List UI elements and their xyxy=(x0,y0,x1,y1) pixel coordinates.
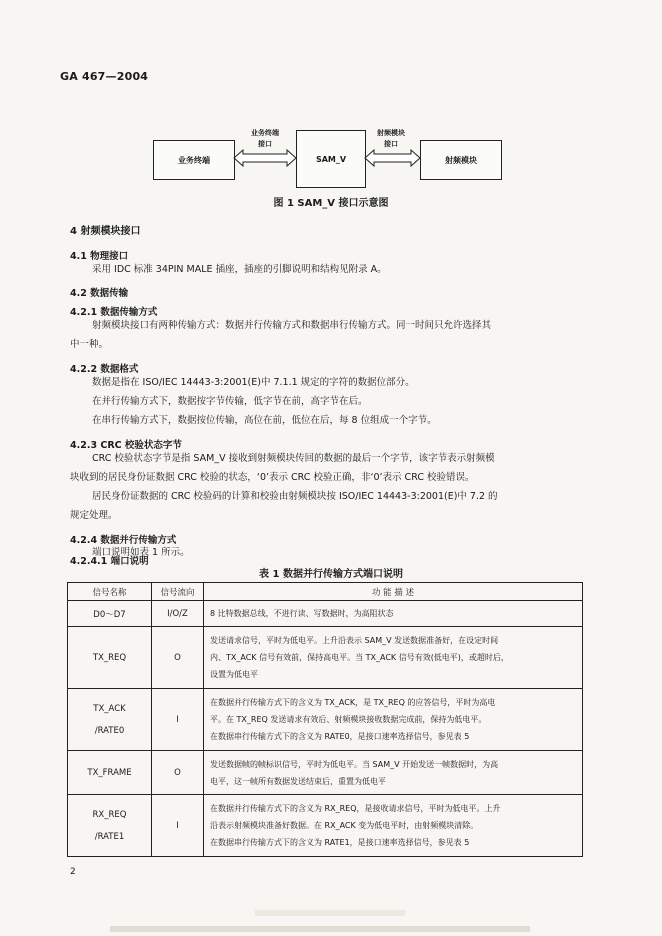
table-row xyxy=(68,751,583,795)
desc-line: 在数据并行传输方式下的含义为 TX_ACK，是 TX_REQ 的应答信号，平时为高电 xyxy=(210,698,496,707)
section-4-2-3-text-1: CRC 校验状态字节是指 SAM_V 接收到射频模块传回的数据的最后一个字节，该字节表示射频模 xyxy=(92,453,495,464)
diagram-box-samv-label: SAM_V xyxy=(315,154,347,164)
table-caption: 表 1 数据并行传输方式端口说明 xyxy=(259,569,403,580)
desc-line: 8 比特数据总线，不进行读、写数据时，为高阻状态 xyxy=(210,609,394,618)
signal-description xyxy=(204,751,583,795)
table-row xyxy=(68,689,583,751)
desc-line: 在数据串行传输方式下的含义为 RATE1，是接口速率选择信号，参见表 5 xyxy=(210,838,470,847)
section-4-2-3-text-4: 规定处理。 xyxy=(70,510,118,521)
section-4-2-3-heading: 4.2.3 CRC 校验状态字节 xyxy=(70,440,182,451)
signal-direction: O xyxy=(152,627,204,689)
scan-artifact-bar xyxy=(110,926,530,932)
section-4-2-1-text-line2: 中一种。 xyxy=(70,339,109,350)
diagram-label-terminal-interface: 业务终端 接口 xyxy=(251,129,279,148)
double-arrow-right xyxy=(364,148,421,168)
table-header-row xyxy=(68,583,583,601)
signal-description xyxy=(204,601,583,627)
desc-line: 设置为低电平 xyxy=(210,670,258,679)
signal-description xyxy=(204,689,583,751)
diagram-box-terminal-label: 业务终端 xyxy=(178,155,210,165)
desc-line: 在数据并行传输方式下的含义为 RX_REQ，是接收请求信号，平时为低电平。上升 xyxy=(210,804,501,813)
header-signal-name: 信号名称 xyxy=(68,583,152,601)
port-description-table xyxy=(67,582,583,857)
signal-name: TX_ACK /RATE0 xyxy=(68,689,152,751)
header-signal-direction: 信号流向 xyxy=(152,583,204,601)
section-4-2-4-1-heading: 4.2.4.1 端口说明 xyxy=(70,556,149,567)
section-4-2-2-text-3: 在串行传输方式下，数据按位传输，高位在前，低位在后，每 8 位组成一个字节。 xyxy=(92,415,437,426)
diagram-box-rf-label: 射频模块 xyxy=(445,155,477,165)
scan-artifact-bar xyxy=(255,910,405,916)
signal-description xyxy=(204,795,583,857)
table-row xyxy=(68,795,583,857)
desc-line: 内、TX_ACK 信号有效前，保持高电平。当 TX_ACK 信号有效(低电平)，或超时后， xyxy=(210,653,509,662)
section-4-2-1-text-line1: 射频模块接口有两种传输方式：数据并行传输方式和数据串行传输方式。同一时间只允许选择其 xyxy=(92,320,492,331)
section-4-2-2-text-1: 数据是指在 ISO/IEC 14443-3:2001(E)中 7.1.1 规定的字符的数据位部分。 xyxy=(92,377,415,388)
desc-line: 发送数据帧的帧标识信号，平时为低电平。当 SAM_V 开始发送一帧数据时，为高 xyxy=(210,759,499,769)
table-row xyxy=(68,601,583,627)
section-4-2-3-text-3: 居民身份证数据的 CRC 校验码的计算和校验由射频模块按 ISO/IEC 14443-3:2001(E)中 7.2 的 xyxy=(92,491,498,502)
diagram-box-rf-module xyxy=(420,140,502,180)
desc-line: 在数据串行传输方式下的含义为 RATE0，是接口速率选择信号，参见表 5 xyxy=(210,732,470,741)
section-4-2-2-heading: 4.2.2 数据格式 xyxy=(70,364,139,375)
signal-name: TX_REQ xyxy=(68,627,152,689)
section-4-2-4-heading: 4.2.4 数据并行传输方式 xyxy=(70,535,177,546)
signal-name: RX_REQ /RATE1 xyxy=(68,795,152,857)
diagram-box-samv xyxy=(296,130,366,188)
signal-direction: I xyxy=(152,795,204,857)
section-4-2-4-1-text: 端口说明如表 1 所示。 xyxy=(92,547,190,558)
desc-line: 平。在 TX_REQ 发送请求有效后、射频模块接收数据完成前，保持为低电平。 xyxy=(210,715,487,724)
signal-name: D0～D7 xyxy=(68,601,152,627)
section-4-1-text: 采用 IDC 标准 34PIN MALE 插座，插座的引脚说明和结构见附录 A。 xyxy=(92,264,387,275)
page-number: 2 xyxy=(70,867,76,877)
section-4-2-1-heading: 4.2.1 数据传输方式 xyxy=(70,307,158,318)
section-4-2-heading: 4.2 数据传输 xyxy=(70,288,129,299)
table-row xyxy=(68,627,583,689)
signal-direction: I xyxy=(152,689,204,751)
figure-caption: 图 1 SAM_V 接口示意图 xyxy=(273,198,389,209)
header-function: 功 能 描 述 xyxy=(204,583,583,601)
section-4-1-heading: 4.1 物理接口 xyxy=(70,251,129,262)
desc-line: 发送请求信号，平时为低电平。上升沿表示 SAM_V 发送数据准备好，在设定时间 xyxy=(210,636,499,645)
desc-line: 电平，这一帧所有数据发送结束后，重置为低电平 xyxy=(210,776,386,786)
diagram-label-rf-interface: 射频模块 接口 xyxy=(377,129,405,148)
section-4-2-3-text-2: 块收到的居民身份证数据 CRC 校验的状态，‘0’表示 CRC 校验正确，非‘0’表示 CRC 校验错误。 xyxy=(70,472,475,483)
signal-description xyxy=(204,627,583,689)
signal-name: TX_FRAME xyxy=(68,751,152,795)
standard-number: GA 467—2004 xyxy=(60,70,149,83)
desc-line: 沿表示射频模块准备好数据。在 RX_ACK 变为低电平时，由射频模块清除。 xyxy=(210,821,479,830)
signal-direction: O xyxy=(152,751,204,795)
double-arrow-left xyxy=(233,148,297,168)
diagram-box-terminal xyxy=(153,140,235,180)
signal-direction: I/O/Z xyxy=(152,601,204,627)
section-4-heading: 4 射频模块接口 xyxy=(70,226,141,237)
section-4-2-2-text-2: 在并行传输方式下，数据按字节传输，低字节在前，高字节在后。 xyxy=(92,396,368,407)
